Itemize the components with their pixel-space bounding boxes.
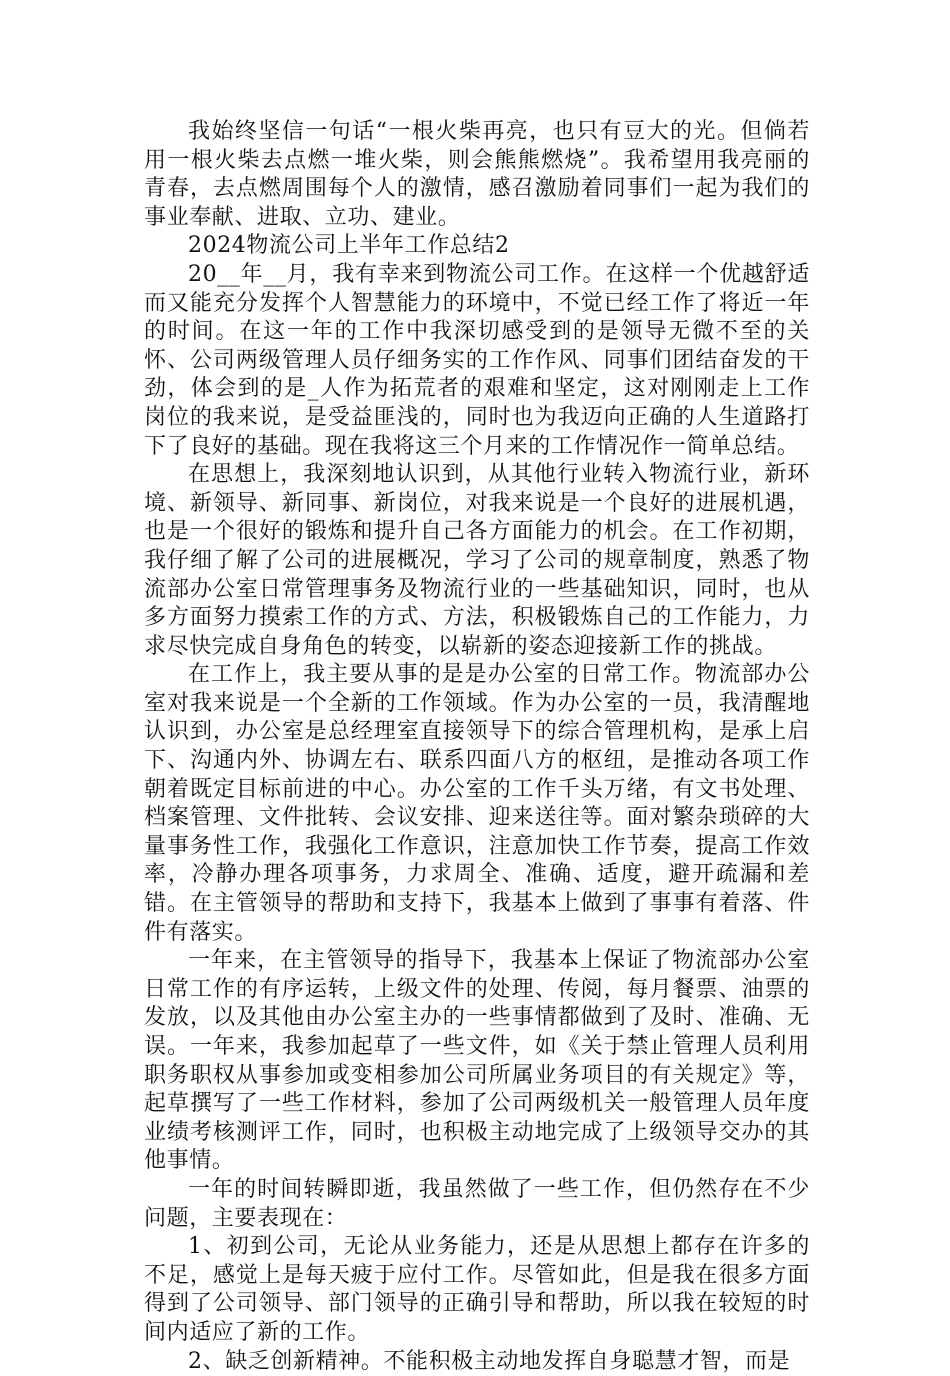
- paragraph-problems-intro: 一年的时间转瞬即逝，我虽然做了一些工作，但仍然存在不少问题，主要表现在：: [144, 1176, 810, 1231]
- document-page: [144, 118, 810, 1376]
- paragraph-intro: 20__年__月，我有幸来到物流公司工作。在这样一个优越舒适而又能充分发挥个人智慧能力的环境中，不觉已经工作了将近一年的时间。在这一年的工作中我深切感受到的是领导无微不至的关怀、公司两级管理人员仔细务实的工作作风、同事们团结奋发的干劲，体会到的是_人作为拓荒者的艰难和坚定，这对刚刚走上工作岗位的我来说，是受益匪浅的，同时也为我迈向正确的人生道路打下了良好的基础。现在我将这三个月来的工作情况作一简单总结。: [144, 261, 810, 459]
- paragraph-thinking: 在思想上，我深刻地认识到，从其他行业转入物流行业，新环境、新领导、新同事、新岗位，对我来说是一个良好的进展机遇，也是一个很好的锻炼和提升自己各方面能力的机会。在工作初期，我仔细了解了公司的进展概况，学习了公司的规章制度，熟悉了物流部办公室日常管理事务及物流行业的一些基础知识，同时，也从多方面努力摸索工作的方式、方法，积极锻炼自己的工作能力，力求尽快完成自身角色的转变，以崭新的姿态迎接新工作的挑战。: [144, 462, 810, 659]
- paragraph-year-review: 一年来，在主管领导的指导下，我基本上保证了物流部办公室日常工作的有序运转，上级文件的处理、传阅，每月餐票、油票的发放，以及其他由办公室主办的一些事情都做到了及时、准确、无误。一年来，我参加起草了一些文件，如《关于禁止管理人员利用职务职权从事参加或变相参加公司所属业务项目的有关规定》等，起草撰写了一些工作材料，参加了公司两级机关一般管理人员年度业绩考核测评工作，同时，也积极主动地完成了上级领导交办的其他事情。: [144, 948, 810, 1174]
- section-heading: 2024物流公司上半年工作总结2: [188, 233, 510, 259]
- paragraph-problem-1: 1、初到公司，无论从业务能力，还是从思想上都存在许多的不足，感觉上是每天疲于应付工作。尽管如此，但是我在很多方面得到了公司领导、部门领导的正确引导和帮助，所以我在较短的时间内适应了新的工作。: [144, 1234, 810, 1345]
- paragraph-problem-2: 2、缺乏创新精神。不能积极主动地发挥自身聪慧才智，而是: [188, 1348, 791, 1374]
- paragraph-work: 在工作上，我主要从事的是是办公室的日常工作。物流部办公室对我来说是一个全新的工作领域。作为办公室的一员，我清醒地认识到，办公室是总经理室直接领导下的综合管理机构，是承上启下、沟通内外、协调左右、联系四面八方的枢纽，是推动各项工作朝着既定目标前进的中心。办公室的工作千头万绪，有文书处理、档案管理、文件批转、会议安排、迎来送往等。面对繁杂琐碎的大量事务性工作，我强化工作意识，注意加快工作节奏，提高工作效率，冷静办理各项事务，力求周全、准确、适度，避开疏漏和差错。在主管领导的帮助和支持下，我基本上做到了事事有着落、件件有落实。: [144, 662, 810, 945]
- paragraph-closing-metaphor: 我始终坚信一句话“一根火柴再亮，也只有豆大的光。但倘若用一根火柴去点燃一堆火柴，则会熊熊燃烧”。我希望用我亮丽的青春，去点燃周围每个人的激情，感召激励着同事们一起为我们的事业奉献、进取、立功、建业。: [144, 119, 810, 230]
